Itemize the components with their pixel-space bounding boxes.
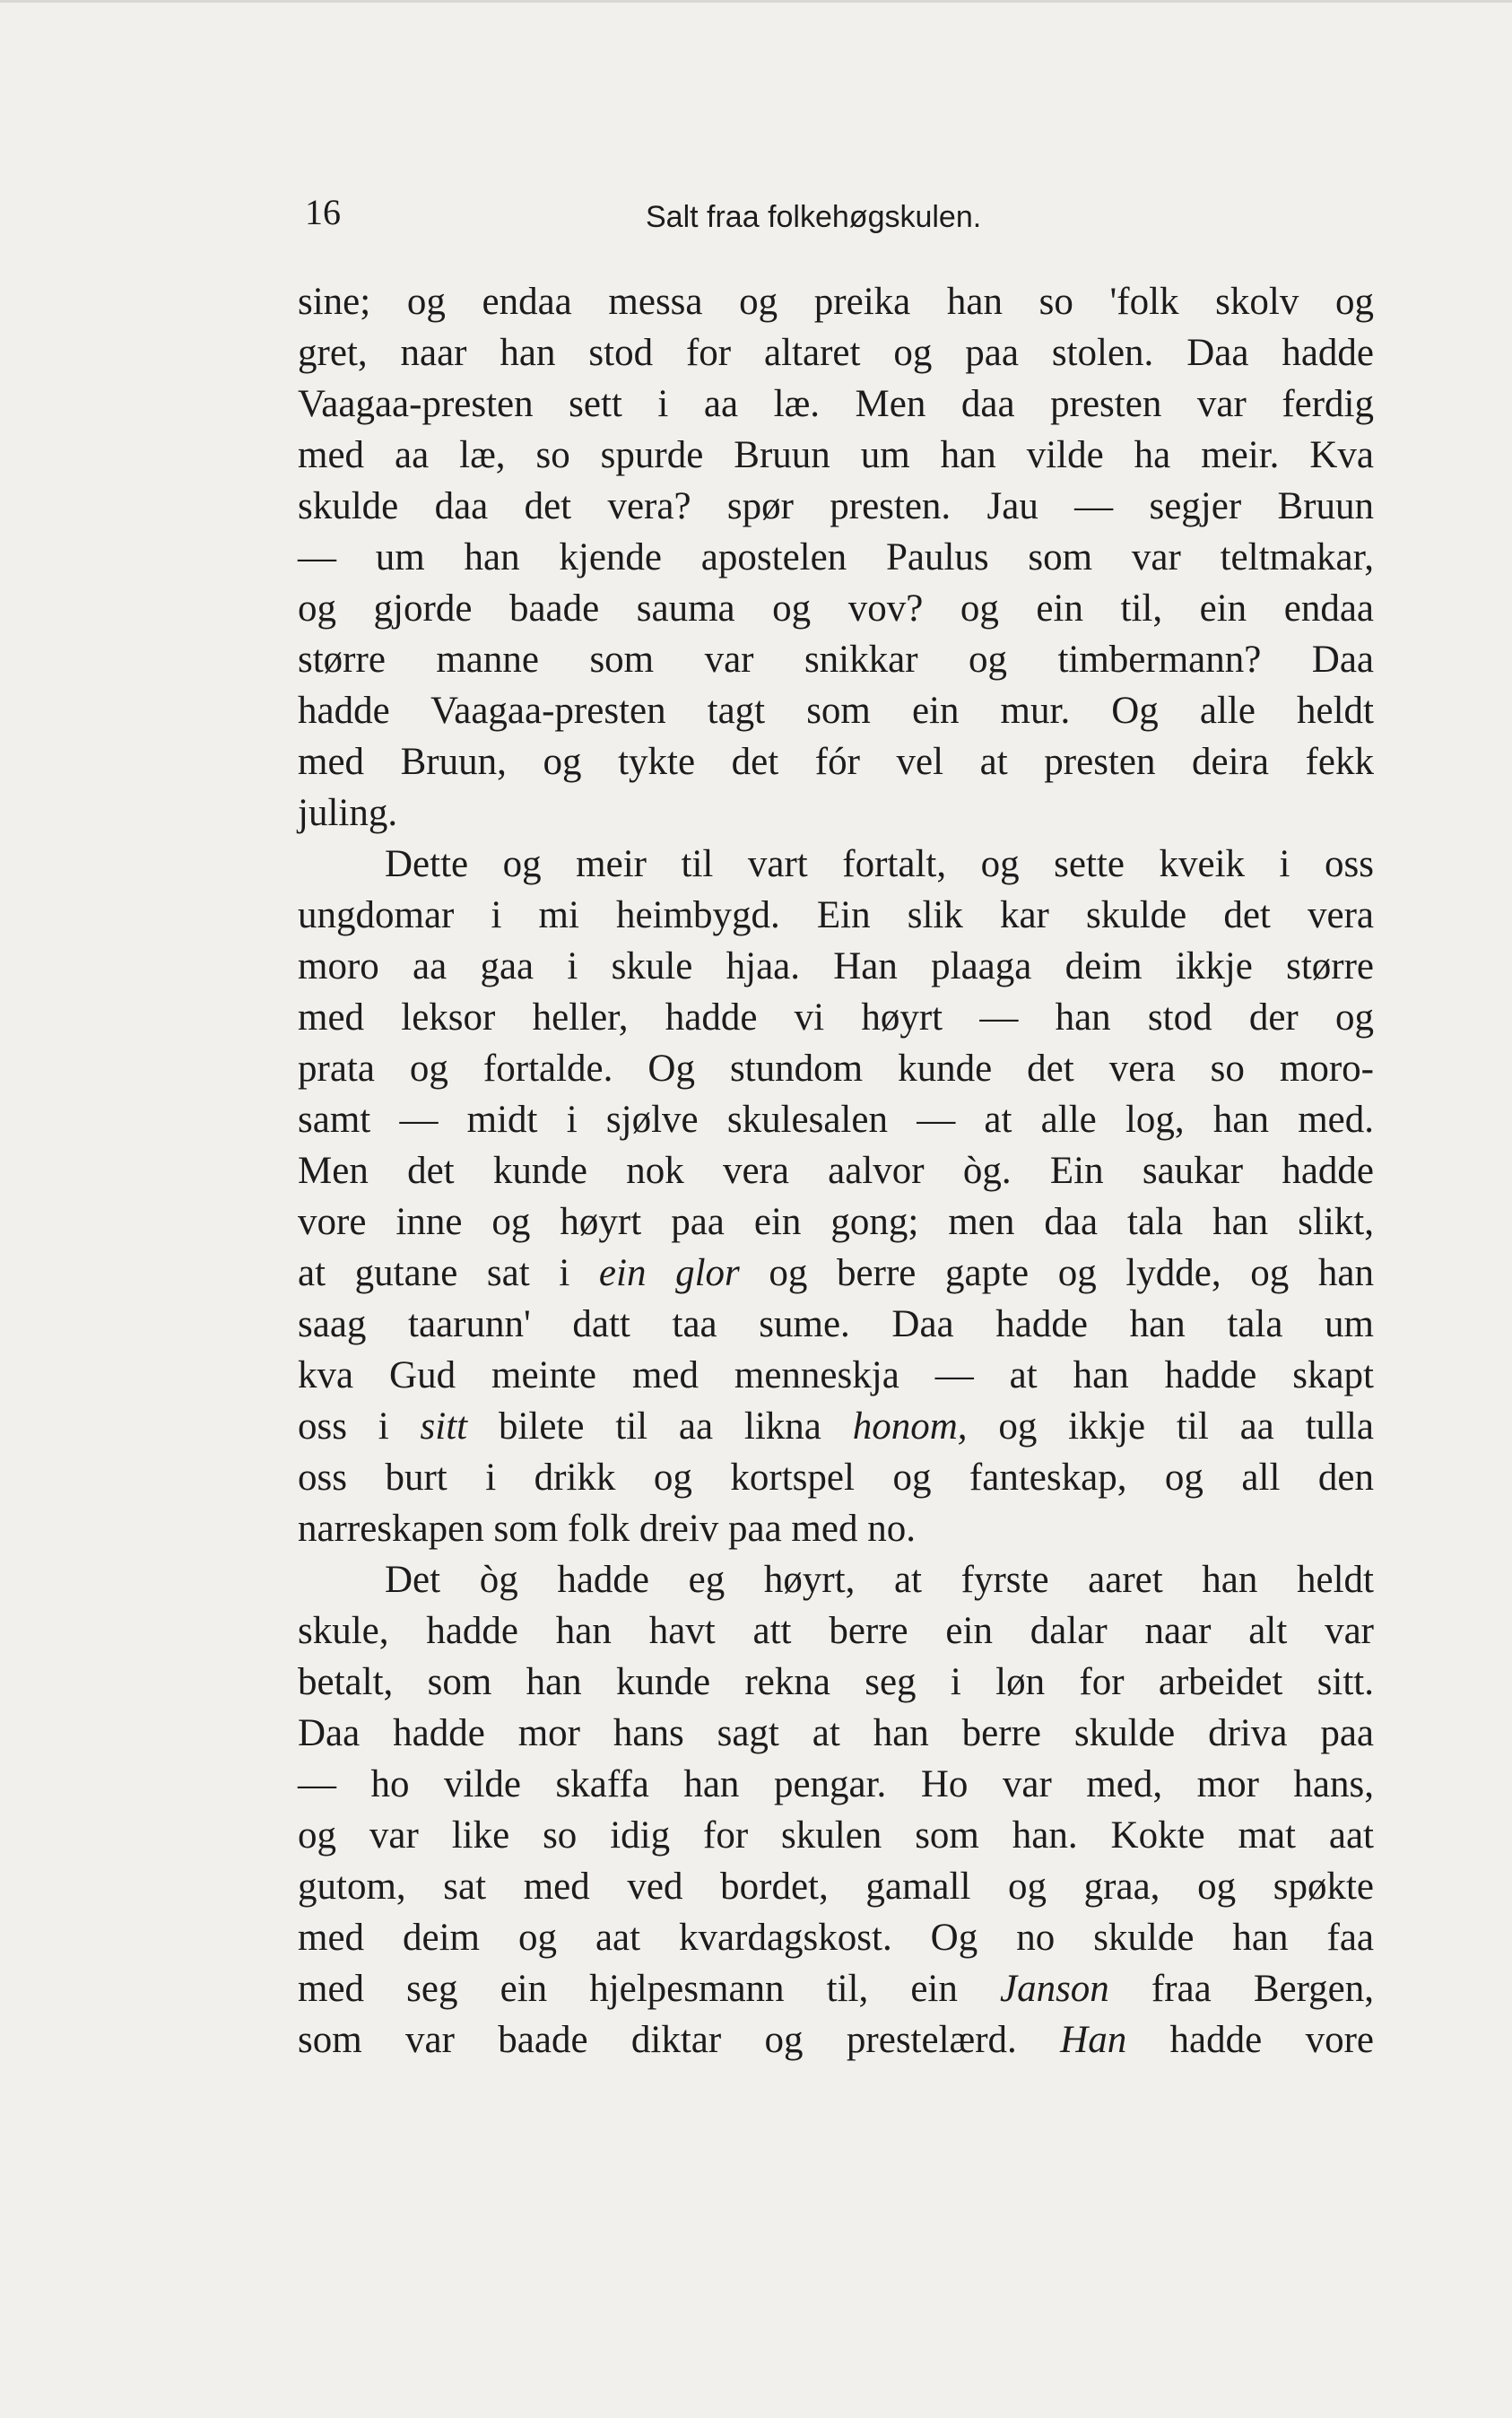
page-header <box>305 190 1372 244</box>
text-segment: Dette og meir til vart fortalt, og sette kveik i oss <box>385 843 1374 885</box>
text-segment: kva Gud meinte med menneskja — at han hadde skapt <box>298 1354 1374 1396</box>
italic-text-segment: honom, <box>852 1405 968 1448</box>
text-line <box>298 787 1374 839</box>
italic-text-segment: ein glor <box>598 1252 740 1294</box>
text-segment: moro aa gaa i skule hjaa. Han plaaga deim ikkje større <box>298 945 1374 987</box>
text-segment: fraa Bergen, <box>1108 1968 1374 2010</box>
text-segment: Daa hadde mor hans sagt at han berre skulde driva paa <box>298 1712 1374 1754</box>
text-segment: samt — midt i sjølve skulesalen — at alle log, han med. <box>298 1099 1374 1141</box>
text-segment: skule, hadde han havt att berre ein dalar naar alt var <box>298 1610 1374 1652</box>
text-line <box>298 1350 1374 1401</box>
text-line <box>298 736 1374 787</box>
text-segment: ungdomar i mi heimbygd. Ein slik kar skulde det vera <box>298 894 1374 936</box>
text-segment: Men det kunde nok vera aalvor òg. Ein saukar hadde <box>298 1150 1374 1192</box>
text-line <box>298 583 1374 634</box>
text-segment: oss i <box>298 1405 421 1448</box>
text-segment: med deim og aat kvardagskost. Og no skulde han faa <box>298 1917 1374 1959</box>
text-line <box>298 327 1374 378</box>
text-line <box>298 1401 1374 1452</box>
text-segment: Vaagaa-presten sett i aa læ. Men daa presten var ferdig <box>298 383 1374 425</box>
text-segment: betalt, som han kunde rekna seg i løn for arbeidet sitt. <box>298 1661 1374 1703</box>
text-segment: gret, naar han stod for altaret og paa stolen. Daa hadde <box>298 332 1374 374</box>
text-line <box>298 1861 1374 1912</box>
text-line <box>298 430 1374 481</box>
page-number: 16 <box>305 192 341 232</box>
text-segment: — ho vilde skaffa han pengar. Ho var med, mor hans, <box>298 1763 1374 1805</box>
italic-text-segment: Janson <box>999 1968 1109 2010</box>
text-line <box>298 1657 1374 1708</box>
text-segment: at gutane sat i <box>298 1252 599 1294</box>
italic-text-segment: sitt <box>420 1405 468 1448</box>
text-segment: hadde Vaagaa-presten tagt som ein mur. Og alle heldt <box>298 690 1374 732</box>
text-segment: med seg ein hjelpesmann til, ein <box>298 1968 1000 2010</box>
text-line <box>298 1963 1374 2014</box>
text-line <box>298 1248 1374 1299</box>
text-segment: Det òg hadde eg høyrt, at fyrste aaret han heldt <box>385 1559 1374 1601</box>
text-line <box>298 992 1374 1043</box>
text-line <box>298 1503 1374 1554</box>
text-segment: hadde vore <box>1126 2019 1374 2061</box>
text-segment: med Bruun, og tykte det fór vel at presten deira fekk <box>298 741 1374 783</box>
text-segment: saag taarunn' datt taa sume. Daa hadde han tala um <box>298 1303 1374 1345</box>
text-line <box>298 685 1374 736</box>
text-segment: og var like so idig for skulen som han. Kokte mat aat <box>298 1814 1374 1857</box>
text-segment: narreskapen som folk dreiv paa med no. <box>298 1508 916 1550</box>
running-title: Salt fraa folkehøgskulen. <box>646 200 982 234</box>
body-text <box>298 276 1374 2066</box>
text-line <box>298 1094 1374 1145</box>
text-segment: vore inne og høyrt paa ein gong; men daa tala han slikt, <box>298 1201 1374 1243</box>
text-segment: større manne som var snikkar og timbermann? Daa <box>298 639 1374 681</box>
text-line <box>298 1043 1374 1094</box>
text-segment: — um han kjende apostelen Paulus som var teltmakar, <box>298 536 1374 578</box>
text-line <box>298 276 1374 327</box>
text-line <box>298 2014 1374 2066</box>
italic-text-segment: Han <box>1060 2019 1127 2061</box>
text-line <box>298 1708 1374 1759</box>
text-segment: juling. <box>298 792 398 834</box>
text-segment: og ikkje til aa tulla <box>967 1405 1374 1448</box>
text-line <box>298 532 1374 583</box>
text-segment: og gjorde baade sauma og vov? og ein til, ein endaa <box>298 587 1374 630</box>
text-line <box>298 378 1374 430</box>
text-line <box>298 941 1374 992</box>
text-line <box>298 634 1374 685</box>
text-segment: som var baade diktar og prestelærd. <box>298 2019 1061 2061</box>
text-segment: med aa læ, so spurde Bruun um han vilde ha meir. Kva <box>298 434 1374 476</box>
text-line <box>298 481 1374 532</box>
text-segment: skulde daa det vera? spør presten. Jau — segjer Bruun <box>298 485 1374 527</box>
text-segment: og berre gapte og lydde, og han <box>739 1252 1374 1294</box>
text-line <box>298 1299 1374 1350</box>
text-line <box>298 1605 1374 1657</box>
text-segment: med leksor heller, hadde vi høyrt — han stod der og <box>298 996 1374 1039</box>
text-segment: prata og fortalde. Og stundom kunde det vera so moro- <box>298 1048 1374 1090</box>
text-line <box>298 1452 1374 1503</box>
text-line <box>298 1196 1374 1248</box>
text-line <box>298 1912 1374 1963</box>
page-top-edge <box>0 0 1512 3</box>
text-line <box>298 890 1374 941</box>
text-line <box>298 1554 1374 1605</box>
text-line <box>298 839 1374 890</box>
text-segment: sine; og endaa messa og preika han so 'folk skolv og <box>298 281 1374 323</box>
text-line <box>298 1810 1374 1861</box>
text-segment: oss burt i drikk og kortspel og fanteskap, og all den <box>298 1457 1374 1499</box>
text-segment: bilete til aa likna <box>467 1405 853 1448</box>
text-segment: gutom, sat med ved bordet, gamall og graa, og spøkte <box>298 1866 1374 1908</box>
text-line <box>298 1759 1374 1810</box>
text-line <box>298 1145 1374 1196</box>
